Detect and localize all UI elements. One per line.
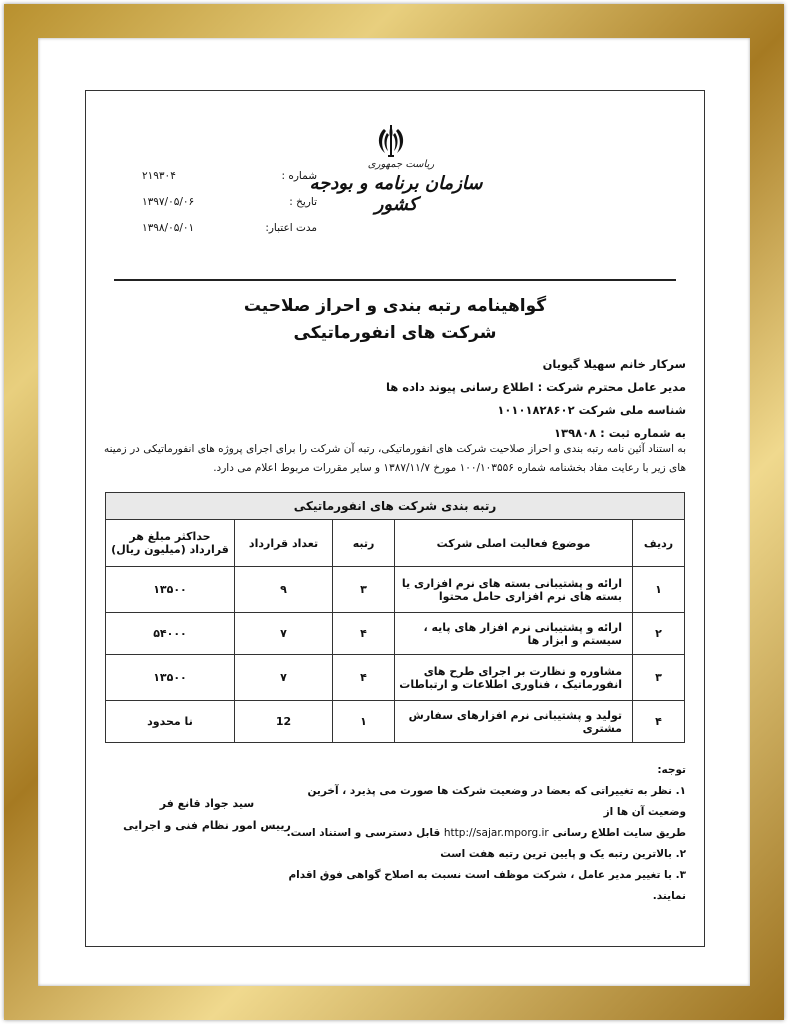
title-line-1: گواهینامه رتبه بندی و احراز صلاحیت [243,296,547,316]
cell-activity: ارائه و پشتیبانی نرم افزار های پایه ، سیستم و ابزار ها [395,613,633,655]
table-row [106,567,685,613]
header-max-amount: حداکثر مبلغ هر قرارداد (میلیون ریال) [106,520,235,567]
cell-count: ۹ [235,567,333,613]
certificate-title [86,293,704,347]
note-1b-post: قابل دسترسی و استناد است. [286,827,441,839]
recipient: سرکار خانم سهیلا گیویان [542,357,686,371]
cell-max-amount: ۵۴۰۰۰ [106,613,235,655]
org-name: سازمان برنامه و بودجه کشور [309,173,483,215]
cell-row: ۱ [633,567,685,613]
cell-rank: ۳ [333,567,395,613]
number-value: ۲۱۹۳۰۴ [142,170,176,182]
date-row [142,189,317,215]
certificate-paragraph: به استناد آئین نامه رتبه بندی و احراز صلاحیت شرکت های انفورماتیکی، رتبه آن شرکت را برای اجرای پروژه های انفورماتیکی در زمینه های زیر با رعایت مفاد بخشنامه شماره ۱۰۰/۱۰۳۵۵۶ مورخ ۱۳۸۷/۱۱/۷ و سایر مقررات مربوط اعلام می دارد. [104,443,686,474]
notes-label: توجه: [657,764,686,776]
note-1b-pre: طریق سایت اطلاع رسانی [552,827,686,839]
header-rank: رتبه [333,520,395,567]
note-1a: ۱. نظر به تغییراتی که بعضا در وضعیت شرکت ها صورت می پذیرد ، آخرین وضعیت آن ها از [307,785,686,818]
cell-activity: مشاوره و نظارت بر اجرای طرح های انفورماتیک ، فناوری اطلاعات و ارتباطات [395,655,633,701]
gold-picture-frame [4,4,784,1020]
note-3: ۳. با تغییر مدیر عامل ، شرکت موظف است نسبت به اصلاح گواهی فوق اقدام نمایند. [288,869,686,902]
cell-rank: ۴ [333,613,395,655]
frame-mat [38,38,750,986]
cell-row: ۲ [633,613,685,655]
title-line-2: شرکت های انفورماتیکی [293,323,497,343]
signature-block [122,793,292,837]
cell-count: 12 [235,701,333,743]
signer-name: سید جواد قانع فر [159,797,255,810]
date-value: ۱۳۹۷/۰۵/۰۶ [142,196,195,208]
ranking-table-title: رتبه بندی شرکت های انفورماتیکی [105,492,685,519]
header-activity: موضوع فعالیت اصلی شرکت [395,520,633,567]
table-row [106,655,685,701]
cell-activity: تولید و پشتیبانی نرم افزارهای سفارش مشتری [395,701,633,743]
note-1b [286,823,686,844]
cell-max-amount: ۱۳۵۰۰ [106,567,235,613]
national-id: شناسه ملی شرکت ۱۰۱۰۱۸۲۸۶۰۲ [497,403,686,417]
number-label: شماره : [281,170,317,182]
iran-emblem-icon [371,121,411,161]
note-2: ۲. بالاترین رتبه یک و پایین ترین رتبه هفت است [440,848,686,860]
number-row [142,163,317,189]
ceo-line: مدیر عامل محترم شرکت : اطلاع رسانی پیوند داده ها [385,380,686,394]
validity-value: ۱۳۹۸/۰۵/۰۱ [142,222,195,234]
signer-position: رییس امور نظام فنی و اجرایی [123,819,291,832]
cell-max-amount: ۱۳۵۰۰ [106,655,235,701]
header-divider [114,279,676,281]
cell-row: ۴ [633,701,685,743]
ranking-table-section [105,492,685,743]
date-label: تاریخ : [289,196,317,208]
ranking-table [105,519,685,743]
validity-label: مدت اعتبار: [265,222,317,234]
table-row [106,701,685,743]
cell-row: ۳ [633,655,685,701]
cell-rank: ۱ [333,701,395,743]
certificate-document [85,90,705,947]
table-header-row [106,520,685,567]
header-row-number: ردیف [633,520,685,567]
validity-row [142,215,317,241]
document-meta [142,163,317,241]
notes-section [286,760,686,907]
registration-number: به شماره ثبت : ۱۳۹۸۰۸ [554,426,686,440]
header-count: تعداد قرارداد [235,520,333,567]
org-subtitle: ریاست جمهوری [367,159,435,170]
cell-activity: ارائه و پشتیبانی بسته های نرم افزاری یا بسته های نرم افزاری حامل محتوا [395,567,633,613]
table-row [106,613,685,655]
company-info [104,353,686,445]
sajar-site-link[interactable]: http://sajar.mporg.ir [443,827,549,839]
cell-max-amount: نا محدود [106,701,235,743]
cell-rank: ۴ [333,655,395,701]
cell-count: ۷ [235,613,333,655]
cell-count: ۷ [235,655,333,701]
